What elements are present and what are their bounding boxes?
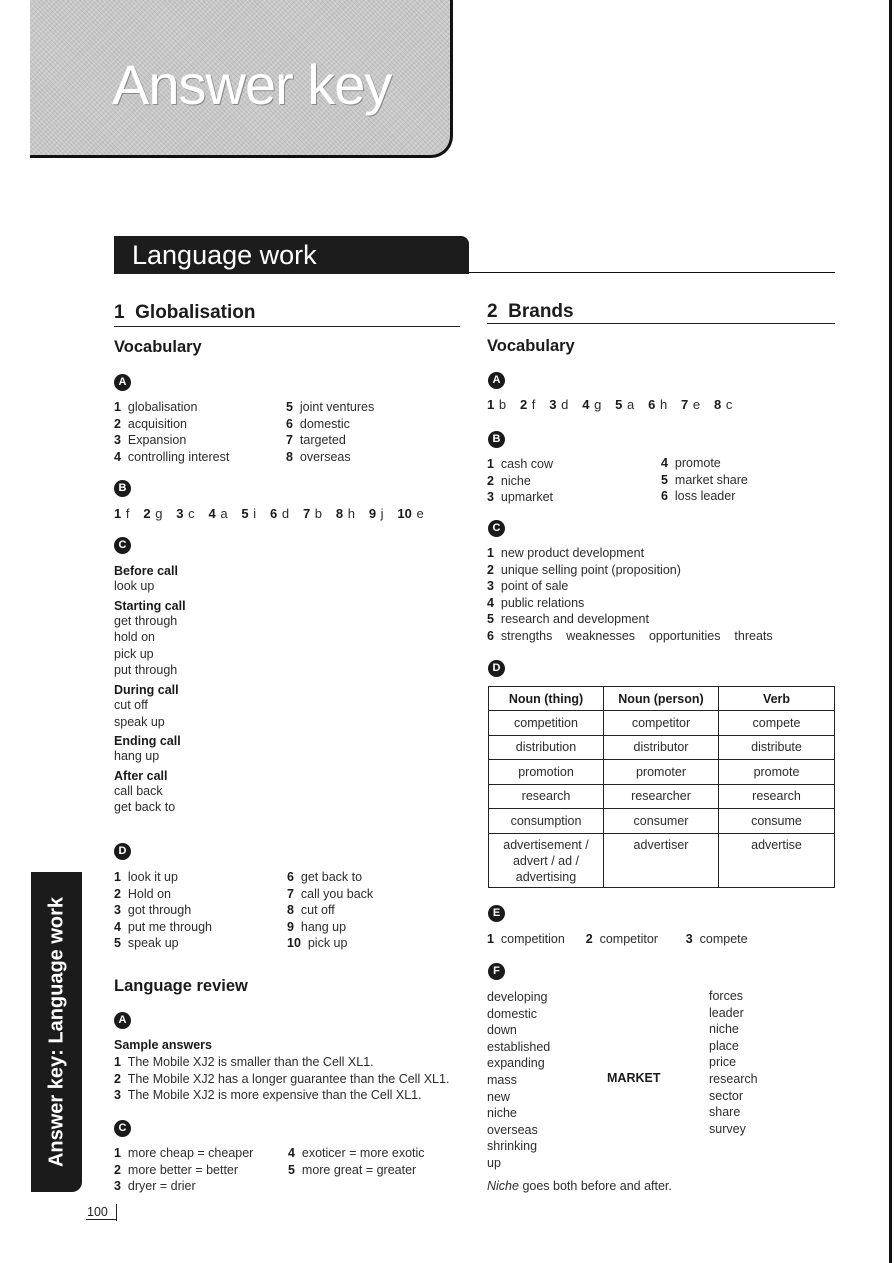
list-item: niche: [709, 1022, 739, 1037]
unit1-a-col1: [114, 399, 229, 465]
list-item: 10 pick up: [287, 936, 348, 951]
list-item: 5 more great = greater: [288, 1162, 417, 1177]
table-cell: distribute: [719, 735, 835, 760]
list-item: expanding: [487, 1056, 545, 1071]
list-item: up: [487, 1155, 501, 1170]
table-cell: promoter: [604, 760, 719, 785]
table-row: [489, 711, 835, 736]
list-item: 2 acquisition: [114, 416, 187, 431]
list-item: 3 got through: [114, 903, 192, 918]
list-item: leader: [709, 1005, 744, 1020]
unit1-c-groups: [114, 564, 186, 816]
unit1-heading: [114, 302, 256, 324]
list-item: 5 joint ventures: [286, 400, 375, 414]
list-item: research: [709, 1071, 758, 1086]
list-item: 2 Hold on: [114, 886, 171, 901]
table-cell: consumer: [604, 809, 719, 834]
table-cell: research: [719, 784, 835, 809]
table-cell: research: [489, 784, 604, 809]
unit2-heading: [487, 301, 574, 323]
review-a-list: [114, 1054, 449, 1104]
list-item: shrinking: [487, 1139, 538, 1154]
list-item: domestic: [487, 1006, 538, 1021]
list-item: pick up: [114, 646, 154, 661]
list-item: niche: [487, 1106, 517, 1121]
word-forms-table: [488, 686, 835, 888]
unit2-d-badge: D: [488, 660, 505, 677]
table-row: [489, 833, 835, 887]
unit1-rule: [114, 326, 460, 327]
page-number-bar: [116, 1204, 117, 1221]
list-item: 3 Expansion: [114, 433, 187, 448]
list-item-swot: 6 strengths weaknesses opportunities threats: [487, 628, 773, 643]
table-cell: distribution: [489, 735, 604, 760]
column-header: Noun (person): [604, 687, 719, 711]
list-item: place: [709, 1038, 739, 1053]
unit2-f-badge: F: [488, 963, 505, 980]
list-item: developing: [487, 990, 548, 1004]
page-number: 100: [87, 1205, 108, 1219]
list-item: forces: [709, 989, 744, 1003]
unit2-a-badge: A: [488, 372, 505, 389]
list-item: get back to: [114, 800, 176, 815]
group-heading: After call: [114, 768, 168, 783]
table-cell: researcher: [604, 784, 719, 809]
answer-key-banner: [30, 0, 453, 158]
unit2-c-badge: C: [488, 520, 505, 537]
list-item: new: [487, 1089, 510, 1104]
section-rule: [469, 272, 835, 273]
table-row: [489, 809, 835, 834]
list-item: 3 dryer = drier: [114, 1179, 196, 1194]
list-item: 4 promote: [661, 456, 721, 470]
column-header: Verb: [719, 687, 835, 711]
list-item: down: [487, 1023, 517, 1038]
list-item: 4 put me through: [114, 919, 212, 934]
market-before-list: [487, 989, 550, 1172]
table-cell: promotion: [489, 760, 604, 785]
list-item: put through: [114, 663, 178, 678]
section-tab: [114, 236, 469, 274]
unit1-vocab-heading: Vocabulary: [114, 338, 202, 356]
market-after-list: [709, 988, 758, 1137]
table-cell: competition: [489, 711, 604, 736]
unit1-d-badge: D: [114, 843, 131, 860]
table-cell: compete: [719, 711, 835, 736]
language-review-heading: Language review: [114, 977, 248, 995]
list-item: 2 The Mobile XJ2 has a longer guarantee than the Cell XL1.: [114, 1071, 450, 1086]
review-c-badge: C: [114, 1120, 131, 1137]
page-number-underline: [86, 1219, 116, 1220]
list-item: 5 speak up: [114, 936, 179, 951]
side-tab: [31, 872, 82, 1192]
review-c-col2: [288, 1145, 425, 1178]
list-item: 8 cut off: [287, 903, 335, 918]
list-item: 9 hang up: [287, 919, 347, 934]
market-word: MARKET: [607, 1071, 661, 1085]
list-item: 7 call you back: [287, 886, 374, 901]
list-item: 4 controlling interest: [114, 449, 230, 464]
list-item: 6 domestic: [286, 416, 350, 431]
list-item: 3 upmarket: [487, 490, 554, 505]
list-item: sector: [709, 1088, 744, 1103]
review-a-badge: A: [114, 1012, 131, 1029]
table-cell: promote: [719, 760, 835, 785]
section-title: Language work: [132, 240, 317, 270]
list-item: 3 The Mobile XJ2 is more expensive than the Cell XL1.: [114, 1088, 422, 1103]
unit2-c-list: [487, 545, 773, 645]
page-title: Answer key: [112, 53, 392, 116]
list-item: 6 get back to: [287, 870, 363, 884]
unit2-e-answers: 1 competition 2 competitor 3 compete: [487, 932, 748, 946]
unit1-title: Globalisation: [135, 302, 256, 323]
list-item: established: [487, 1039, 551, 1054]
unit2-title: Brands: [508, 301, 574, 322]
unit1-number: 1: [114, 302, 125, 323]
list-item: 4 public relations: [487, 595, 585, 610]
list-item: 2 unique selling point (proposition): [487, 562, 681, 577]
list-item: 5 research and development: [487, 612, 649, 627]
list-item: price: [709, 1055, 737, 1070]
list-item: 3 point of sale: [487, 579, 569, 594]
unit1-b-answers: 1 f 2 g 3 c 4 a 5 i 6 d 7 b 8 h 9 j 10 e: [114, 506, 424, 521]
list-item: 1 cash cow: [487, 457, 554, 471]
table-cell: advertisement / advert / ad / advertising: [489, 833, 604, 887]
list-item: 4 exoticer = more exotic: [288, 1146, 425, 1160]
list-item: 1 new product development: [487, 546, 645, 560]
unit2-e-badge: E: [488, 905, 505, 922]
table-header-row: [489, 687, 835, 711]
table-cell: consumption: [489, 809, 604, 834]
list-item: hold on: [114, 630, 156, 645]
list-item: 1 globalisation: [114, 400, 198, 414]
table-row: [489, 760, 835, 785]
group-heading: Starting call: [114, 598, 186, 613]
unit2-number: 2: [487, 301, 498, 322]
unit1-b-badge: B: [114, 480, 131, 497]
unit1-a-badge: A: [114, 374, 131, 391]
unit2-vocab-heading: Vocabulary: [487, 337, 575, 355]
table-row: [489, 735, 835, 760]
group-heading: During call: [114, 682, 179, 697]
list-item: 2 more better = better: [114, 1162, 239, 1177]
list-item: survey: [709, 1121, 746, 1136]
table-cell: advertiser: [604, 833, 719, 887]
table-cell: consume: [719, 809, 835, 834]
list-item: hang up: [114, 749, 160, 764]
review-c-col1: [114, 1145, 253, 1195]
list-item: share: [709, 1105, 741, 1120]
list-item: call back: [114, 783, 163, 798]
list-item: look up: [114, 579, 155, 593]
page-edge: [889, 0, 892, 1263]
unit2-b-col2: [661, 455, 748, 505]
list-item: 8 overseas: [286, 449, 351, 464]
sample-answers-heading: Sample answers: [114, 1038, 212, 1052]
table-cell: distributor: [604, 735, 719, 760]
niche-note: Niche goes both before and after.: [487, 1179, 672, 1193]
unit2-rule: [487, 323, 835, 324]
unit1-d-col1: [114, 869, 212, 952]
list-item: cut off: [114, 697, 148, 712]
table-cell: competitor: [604, 711, 719, 736]
group-heading: Before call: [114, 564, 178, 578]
table-cell: advertise: [719, 833, 835, 887]
list-item: get through: [114, 613, 178, 628]
unit1-c-badge: C: [114, 537, 131, 554]
group-heading: Ending call: [114, 734, 181, 749]
unit1-d-col2: [287, 869, 373, 952]
list-item: 5 market share: [661, 472, 748, 487]
list-item: 2 niche: [487, 473, 531, 488]
list-item: mass: [487, 1072, 517, 1087]
list-item: speak up: [114, 714, 165, 729]
unit1-a-col2: [286, 399, 374, 465]
column-header: Noun (thing): [489, 687, 604, 711]
unit2-b-badge: B: [488, 431, 505, 448]
list-item: 6 loss leader: [661, 489, 736, 504]
list-item: 1 look it up: [114, 870, 178, 884]
table-row: [489, 784, 835, 809]
list-item: 1 The Mobile XJ2 is smaller than the Cell XL1.: [114, 1055, 374, 1069]
list-item: overseas: [487, 1122, 538, 1137]
list-item: 7 targeted: [286, 433, 346, 448]
list-item: 1 more cheap = cheaper: [114, 1146, 254, 1160]
side-tab-label: Answer key: Language work: [45, 896, 67, 1168]
unit2-b-col1: [487, 456, 553, 506]
unit2-a-answers: 1 b 2 f 3 d 4 g 5 a 6 h 7 e 8 c: [487, 397, 733, 412]
